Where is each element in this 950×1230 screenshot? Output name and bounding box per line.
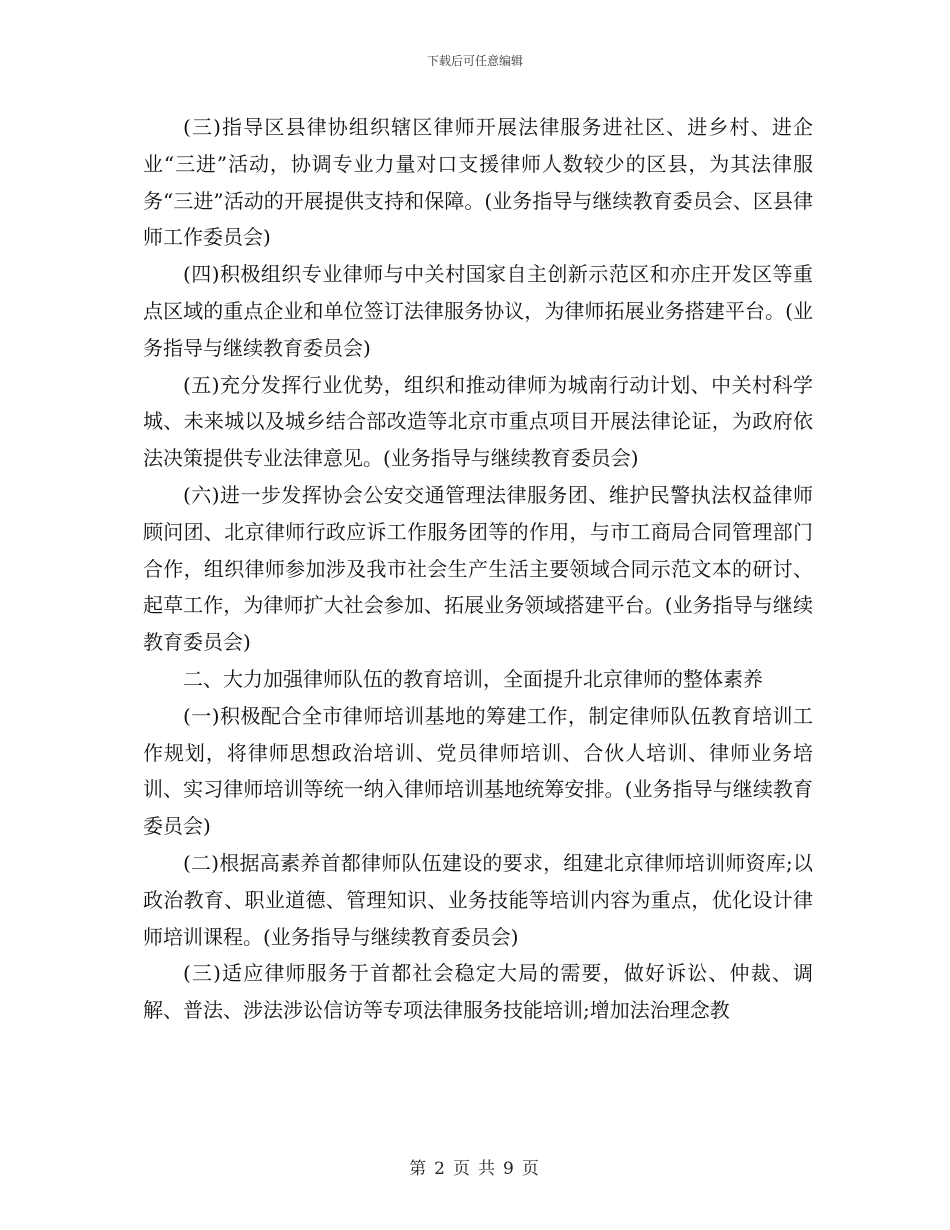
paragraph-1-training-base: (一)积极配合全市律师培训基地的筹建工作，制定律师队伍教育培训工作规划，将律师思想政治培训、党员律师培训、合伙人培训、律师业务培训、实习律师培训等统一纳入律师培训基地统筹安排。(业务指导与继续教育委员会) bbox=[143, 703, 813, 839]
footer-prefix: 第 bbox=[409, 1159, 429, 1179]
page-header: 下载后可任意编辑 bbox=[426, 54, 523, 68]
document-body bbox=[143, 109, 813, 1029]
paragraph-2-trainer-pool: (二)根据高素养首都律师队伍建设的要求，组建北京律师培训师资库;以政治教育、职业道德、管理知识、业务技能等培训内容为重点，优化设计律师培训课程。(业务指导与继续教育委员会) bbox=[143, 850, 813, 949]
section-heading-2-education-training: 二、大力加强律师队伍的教育培训，全面提升北京律师的整体素养 bbox=[183, 666, 763, 691]
footer-suffix: 页 bbox=[521, 1159, 541, 1179]
page-number-footer bbox=[0, 1154, 950, 1179]
paragraph-4-zhongguancun-agreements: (四)积极组织专业律师与中关村国家自主创新示范区和亦庄开发区等重点区域的重点企业和单位签订法律服务协议，为律师拓展业务搭建平台。(业务指导与继续教育委员会) bbox=[143, 262, 813, 360]
paragraph-6-service-groups: (六)进一步发挥协会公安交通管理法律服务团、维护民警执法权益律师顾问团、北京律师行政应诉工作服务团等的作用，与市工商局合同管理部门合作，组织律师参加涉及我市社会生产生活主要领域合同示范文本的研讨、起草工作，为律师扩大社会参加、拓展业务领域搭建平台。(业务指导与继续教育委员会) bbox=[143, 482, 813, 655]
paragraph-3-skills-training: (三)适应律师服务于首都社会稳定大局的需要，做好诉讼、仲裁、调解、普法、涉法涉讼信访等专项法律服务技能培训;增加法治理念教 bbox=[143, 961, 813, 1023]
footer-page-word: 页 bbox=[453, 1159, 472, 1179]
paragraph-3-guide-district-associations: (三)指导区县律协组织辖区律师开展法律服务进社区、进乡村、进企业“三进”活动，协调专业力量对口支援律师人数较少的区县，为其法律服务“三进”活动的开展提供支持和保障。(业务指导与继续教育委员会、区县律师工作委员会) bbox=[143, 115, 813, 250]
footer-current-page: 2 bbox=[434, 1159, 447, 1179]
paragraph-5-industry-advantage: (五)充分发挥行业优势，组织和推动律师为城南行动计划、中关村科学城、未来城以及城乡结合部改造等北京市重点项目开展法律论证，为政府依法决策提供专业法律意见。(业务指导与继续教育委员会) bbox=[143, 372, 813, 471]
footer-total-pages: 9 bbox=[503, 1159, 516, 1179]
footer-total-word: 共 bbox=[478, 1159, 497, 1179]
